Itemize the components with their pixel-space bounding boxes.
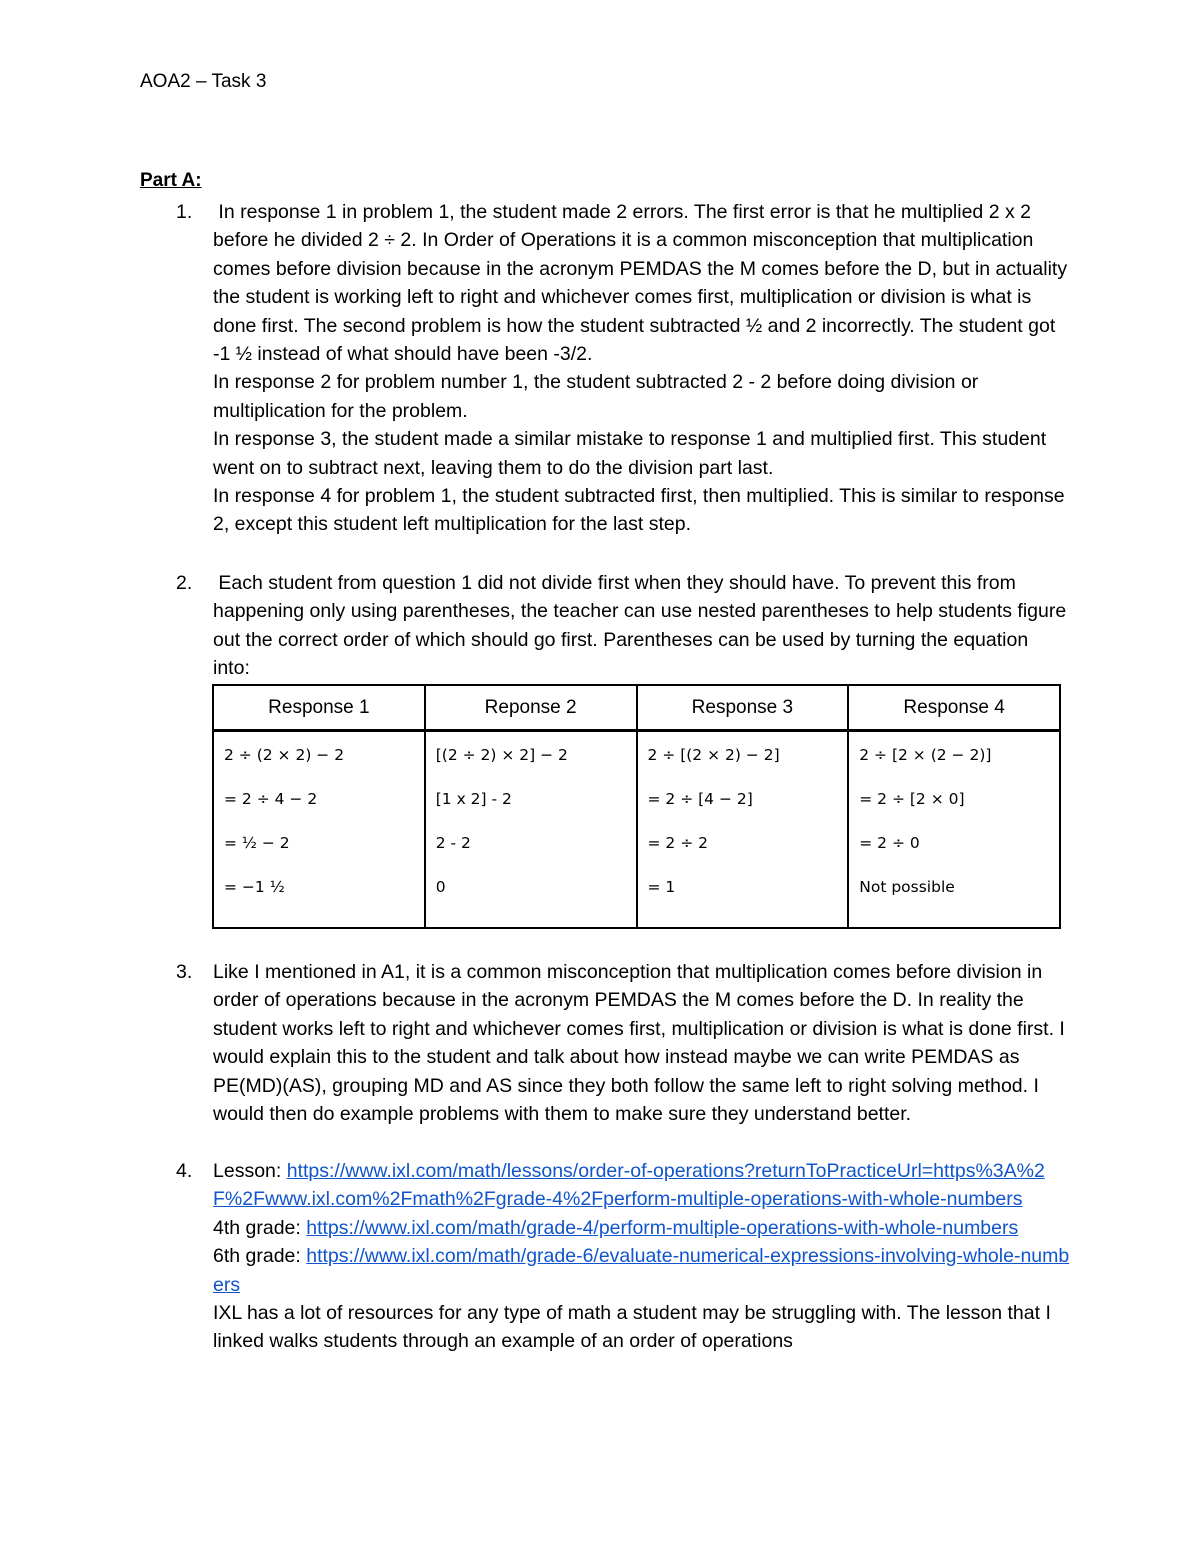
list-number: 2.	[176, 572, 193, 594]
paragraph: In response 4 for problem 1, the student subtracted first, then multiplied. This is similar to response 2, except this student left multiplication for the last step.	[213, 485, 1065, 536]
table-cell-response-1	[213, 731, 425, 929]
equation-line: = 2 ÷ 0	[859, 834, 920, 852]
resource-label: Lesson:	[213, 1160, 287, 1182]
list-item-4	[140, 1157, 1070, 1356]
column-header: Response 1	[213, 685, 425, 731]
resource-4th-grade	[213, 1214, 1070, 1242]
equation-line: [(2 ÷ 2) × 2] − 2	[435, 746, 568, 764]
equation-line: = 2 ÷ [2 × 0]	[859, 790, 965, 808]
paragraph: In response 1 in problem 1, the student made 2 errors. The first error is that he multiplied 2 x 2 before he divided 2 ÷ 2. In Order of Operations it is a common misconception that multiplication comes before division because in the acronym PEMDAS the M comes before the D, but in actuality the student is working left to right and whichever comes first, multiplication or division is what is done first. The second problem is how the student subtracted ½ and 2 incorrectly. The student got -1 ½ instead of what should have been -3/2.	[213, 201, 1073, 366]
column-header: Response 3	[637, 685, 849, 731]
equation-line: = 2 ÷ 2	[647, 834, 708, 852]
list-number: 3.	[176, 961, 193, 983]
equation-line: 0	[435, 878, 446, 896]
equation-line: 2 ÷ (2 × 2) − 2	[224, 746, 345, 764]
equation-line: = 1	[647, 878, 676, 896]
paragraph: In response 2 for problem number 1, the student subtracted 2 - 2 before doing division or multiplication for the problem.	[213, 371, 979, 422]
equation-line: 2 ÷ [2 × (2 − 2)]	[859, 746, 992, 764]
equation-line: = 2 ÷ [4 − 2]	[647, 790, 753, 808]
part-a-title: Part A:	[140, 170, 202, 191]
paragraph: IXL has a lot of resources for any type of math a student may be struggling with. The lesson that I linked walks students through an example of an order of operations	[213, 1302, 1051, 1353]
document-header: AOA2 – Task 3	[140, 71, 267, 92]
resource-label: 4th grade:	[213, 1216, 307, 1239]
paragraph: Like I mentioned in A1, it is a common misconception that multiplication comes before division in order of operations because in the acronym PEMDAS the M comes before the D. In reality the student works left to right and whichever comes first, multiplication or division is what is done first. I would explain this to the student and talk about how instead maybe we can write PEMDAS as PE(MD)(AS), grouping MD and AS since they both follow the same left to right solving method. I would then do example problems with them to make sure they understand better.	[213, 961, 1065, 1126]
column-header: Reponse 2	[425, 685, 637, 731]
resource-lesson	[213, 1157, 1070, 1214]
table-row	[213, 731, 1060, 929]
table-header-row	[213, 685, 1060, 731]
equation-line: = −1 ½	[224, 878, 285, 896]
paragraph: Each student from question 1 did not divide first when they should have. To prevent this from happening only using parentheses, the teacher can use nested parentheses to help students figure out the correct order of which should go first. Parentheses can be used by turning the equation into:	[213, 572, 1072, 680]
column-header: Response 4	[848, 685, 1060, 731]
list-item-2	[140, 569, 1070, 683]
list-item-1	[140, 198, 1073, 539]
equation-line: = ½ − 2	[224, 834, 290, 852]
resource-label: 6th grade:	[213, 1245, 307, 1268]
list-item-3	[140, 958, 1070, 1128]
lesson-link[interactable]: https://www.ixl.com/math/lessons/order-of-operations?returnToPracticeUrl=https%3A%2F%2Fwww.ixl.com%2Fmath%2Fgrade-4%2Fperform-multiple-operations-with-whole-numbers	[213, 1160, 1045, 1211]
equation-line: [1 x 2] - 2	[435, 790, 512, 808]
list-number: 4.	[176, 1160, 193, 1182]
table-cell-response-3	[637, 731, 849, 929]
table-cell-response-2	[425, 731, 637, 929]
grade-4-link[interactable]: https://www.ixl.com/math/grade-4/perform-multiple-operations-with-whole-numbers	[306, 1216, 1019, 1239]
resource-6th-grade	[213, 1242, 1070, 1299]
equation-line: = 2 ÷ 4 − 2	[224, 790, 318, 808]
table-cell-response-4	[848, 731, 1060, 929]
equation-line: 2 ÷ [(2 × 2) − 2]	[647, 746, 780, 764]
paragraph: In response 3, the student made a similar mistake to response 1 and multiplied first. This student went on to subtract next, leaving them to do the division part last.	[213, 428, 1047, 479]
grade-6-link[interactable]: https://www.ixl.com/math/grade-6/evaluate-numerical-expressions-involving-whole-numbers	[213, 1245, 1070, 1296]
list-number: 1.	[176, 201, 193, 223]
responses-table	[212, 684, 1061, 929]
equation-line: Not possible	[859, 878, 955, 896]
equation-line: 2 - 2	[435, 834, 471, 852]
